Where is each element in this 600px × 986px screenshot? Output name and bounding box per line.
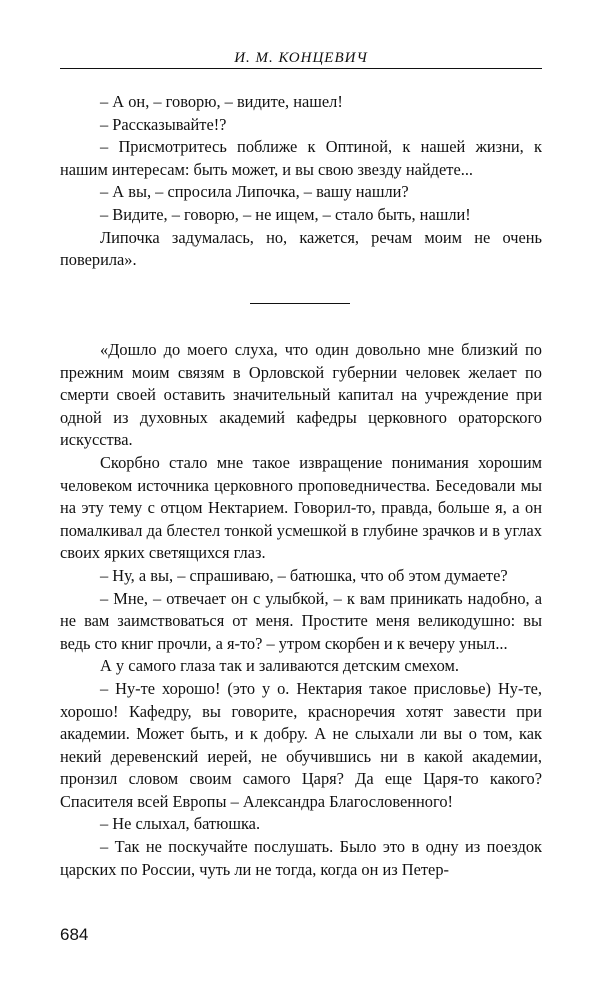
text-section-story — [60, 339, 542, 881]
paragraph: – Мне, – отвечает он с улыбкой, – к вам приникать надобно, а не вам заимствоваться от меня. Простите меня великодушно: вы ведь сто книг прочли, а я-то? – утром скорбен и к вечеру уныл... — [60, 588, 542, 653]
paragraph: – Так не поскучайте послушать. Было это в одну из поездок царских по России, чуть ли не тогда, когда он из Петер- — [60, 837, 542, 879]
section-divider — [250, 303, 350, 304]
paragraph: – Видите, – говорю, – не ищем, – стало быть, нашли! — [100, 204, 471, 224]
paragraph: – Присмотритесь поближе к Оптиной, к нашей жизни, к нашим интересам: быть может, и вы свою звезду найдете... — [60, 137, 542, 179]
paragraph: – Рассказывайте!? — [100, 114, 227, 134]
header-rule — [60, 68, 542, 69]
paragraph: А у самого глаза так и заливаются детским смехом. — [100, 656, 459, 676]
paragraph: – Ну-те хорошо! (это у о. Нектария такое присловье) Ну-те, хорошо! Кафедру, вы говорите, красноречия хотят завести при академии. Может быть, и к добру. А не слыхали ли вы о том, как некий деревенский иерей, не обучившись ни в какой академии, пронзил словом своим самого Царя? Да еще Царя-то какого? Спасителя всей Европы – Александра Благословенного! — [60, 678, 542, 811]
paragraph: Скорбно стало мне такое извращение понимания хорошим человеком источника церковного проповедничества. Беседовали мы на эту тему с отцом Нектарием. Говорил-то, правда, больше я, а он помалкивал да блестел тонкой усмешкой в глубине зрачков и в углах своих ярких светящихся глаз. — [60, 452, 542, 563]
paragraph: Липочка задумалась, но, кажется, речам моим не очень поверила». — [60, 227, 542, 270]
paragraph: – Ну, а вы, – спрашиваю, – батюшка, что об этом думаете? — [100, 565, 508, 585]
page-number: 684 — [60, 925, 89, 944]
running-head: И. М. КОНЦЕВИЧ — [234, 50, 368, 66]
paragraph: – А вы, – спросила Липочка, – вашу нашли? — [100, 182, 409, 202]
paragraph: – А он, – говорю, – видите, нашел! — [100, 92, 343, 111]
paragraph: – Не слыхал, батюшка. — [100, 814, 261, 834]
text-section-dialogue — [60, 91, 542, 272]
paragraph: «Дошло до моего слуха, что один довольно мне близкий по прежним моим связям в Орловской губернии человек желает по смерти своей оставить значительный капитал на учреждение при одной из духовных академий кафедры церковного ораторского искусства. — [60, 340, 542, 450]
